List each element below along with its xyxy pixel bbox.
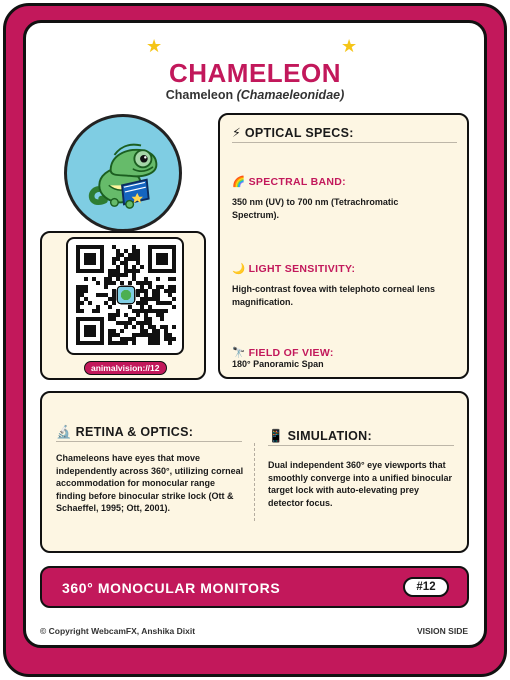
optical-specs-panel (218, 113, 469, 379)
telescope-icon: 🔭 (232, 347, 246, 359)
copyright-text: © Copyright WebcamFX, Anshika Dixit (40, 626, 196, 636)
qr-code[interactable] (66, 237, 184, 355)
card-subtitle (0, 88, 510, 102)
qr-panel (40, 231, 206, 380)
monitor-banner (40, 566, 469, 608)
divider (232, 142, 457, 143)
card-number-badge: #12 (403, 577, 449, 597)
scientific-name: (Chamaeleonidae) (236, 88, 345, 102)
card-title: CHAMELEON (168, 58, 342, 88)
light-sensitivity-text: High-contrast fovea with telephoto corneal lens magnification. (232, 284, 436, 307)
simulation-heading-text: SIMULATION: (287, 429, 372, 443)
retina-text: Chameleons have eyes that move independently across 360°, utilizing corneal accommodation for monocular range finding before binocular strike lock (Ott & Schaeffel, 1995; Ott, 2001). (56, 453, 244, 513)
vision-side-label: VISION SIDE (416, 626, 468, 636)
spectral-band-label (232, 175, 346, 188)
divider (56, 441, 242, 442)
spectral-band-text: 350 nm (UV) to 700 nm (Tetrachromatic Spectrum). (232, 197, 399, 220)
field-of-view-text: 180° Panoramic Span (232, 359, 324, 369)
qr-code-icon (76, 245, 176, 345)
common-name: Chameleon (165, 88, 234, 102)
star-icon: ★ (146, 36, 163, 56)
divider (268, 445, 454, 446)
chameleon-icon (67, 117, 179, 229)
rainbow-icon: 🌈 (232, 176, 246, 188)
info-panel (40, 391, 469, 553)
field-of-view-label-text: FIELD OF VIEW: (248, 347, 334, 359)
column-divider (254, 443, 255, 521)
optical-specs-heading (232, 125, 354, 140)
moon-icon: 🌙 (232, 263, 246, 275)
spectral-band-label-text: SPECTRAL BAND: (248, 176, 346, 188)
light-sensitivity-label (232, 262, 355, 275)
lightning-icon: ⚡ (232, 125, 242, 140)
retina-heading (56, 424, 193, 440)
retina-heading-text: RETINA & OPTICS: (75, 425, 194, 439)
phone-icon: 📱 (268, 428, 284, 443)
qr-link-label[interactable]: animalvision://12 (84, 361, 167, 375)
banner-text: 360° MONOCULAR MONITORS (62, 580, 281, 596)
light-sensitivity-label-text: LIGHT SENSITIVITY: (248, 263, 356, 275)
simulation-text: Dual independent 360° eye viewports that smoothly converge into a unified binocular target lock with auto-elevating prey detector focus. (268, 460, 453, 508)
optical-specs-heading-text: OPTICAL SPECS: (244, 126, 354, 140)
star-icon: ★ (341, 36, 358, 56)
simulation-heading (268, 428, 372, 444)
chameleon-illustration (64, 114, 182, 232)
microscope-icon: 🔬 (56, 424, 72, 439)
